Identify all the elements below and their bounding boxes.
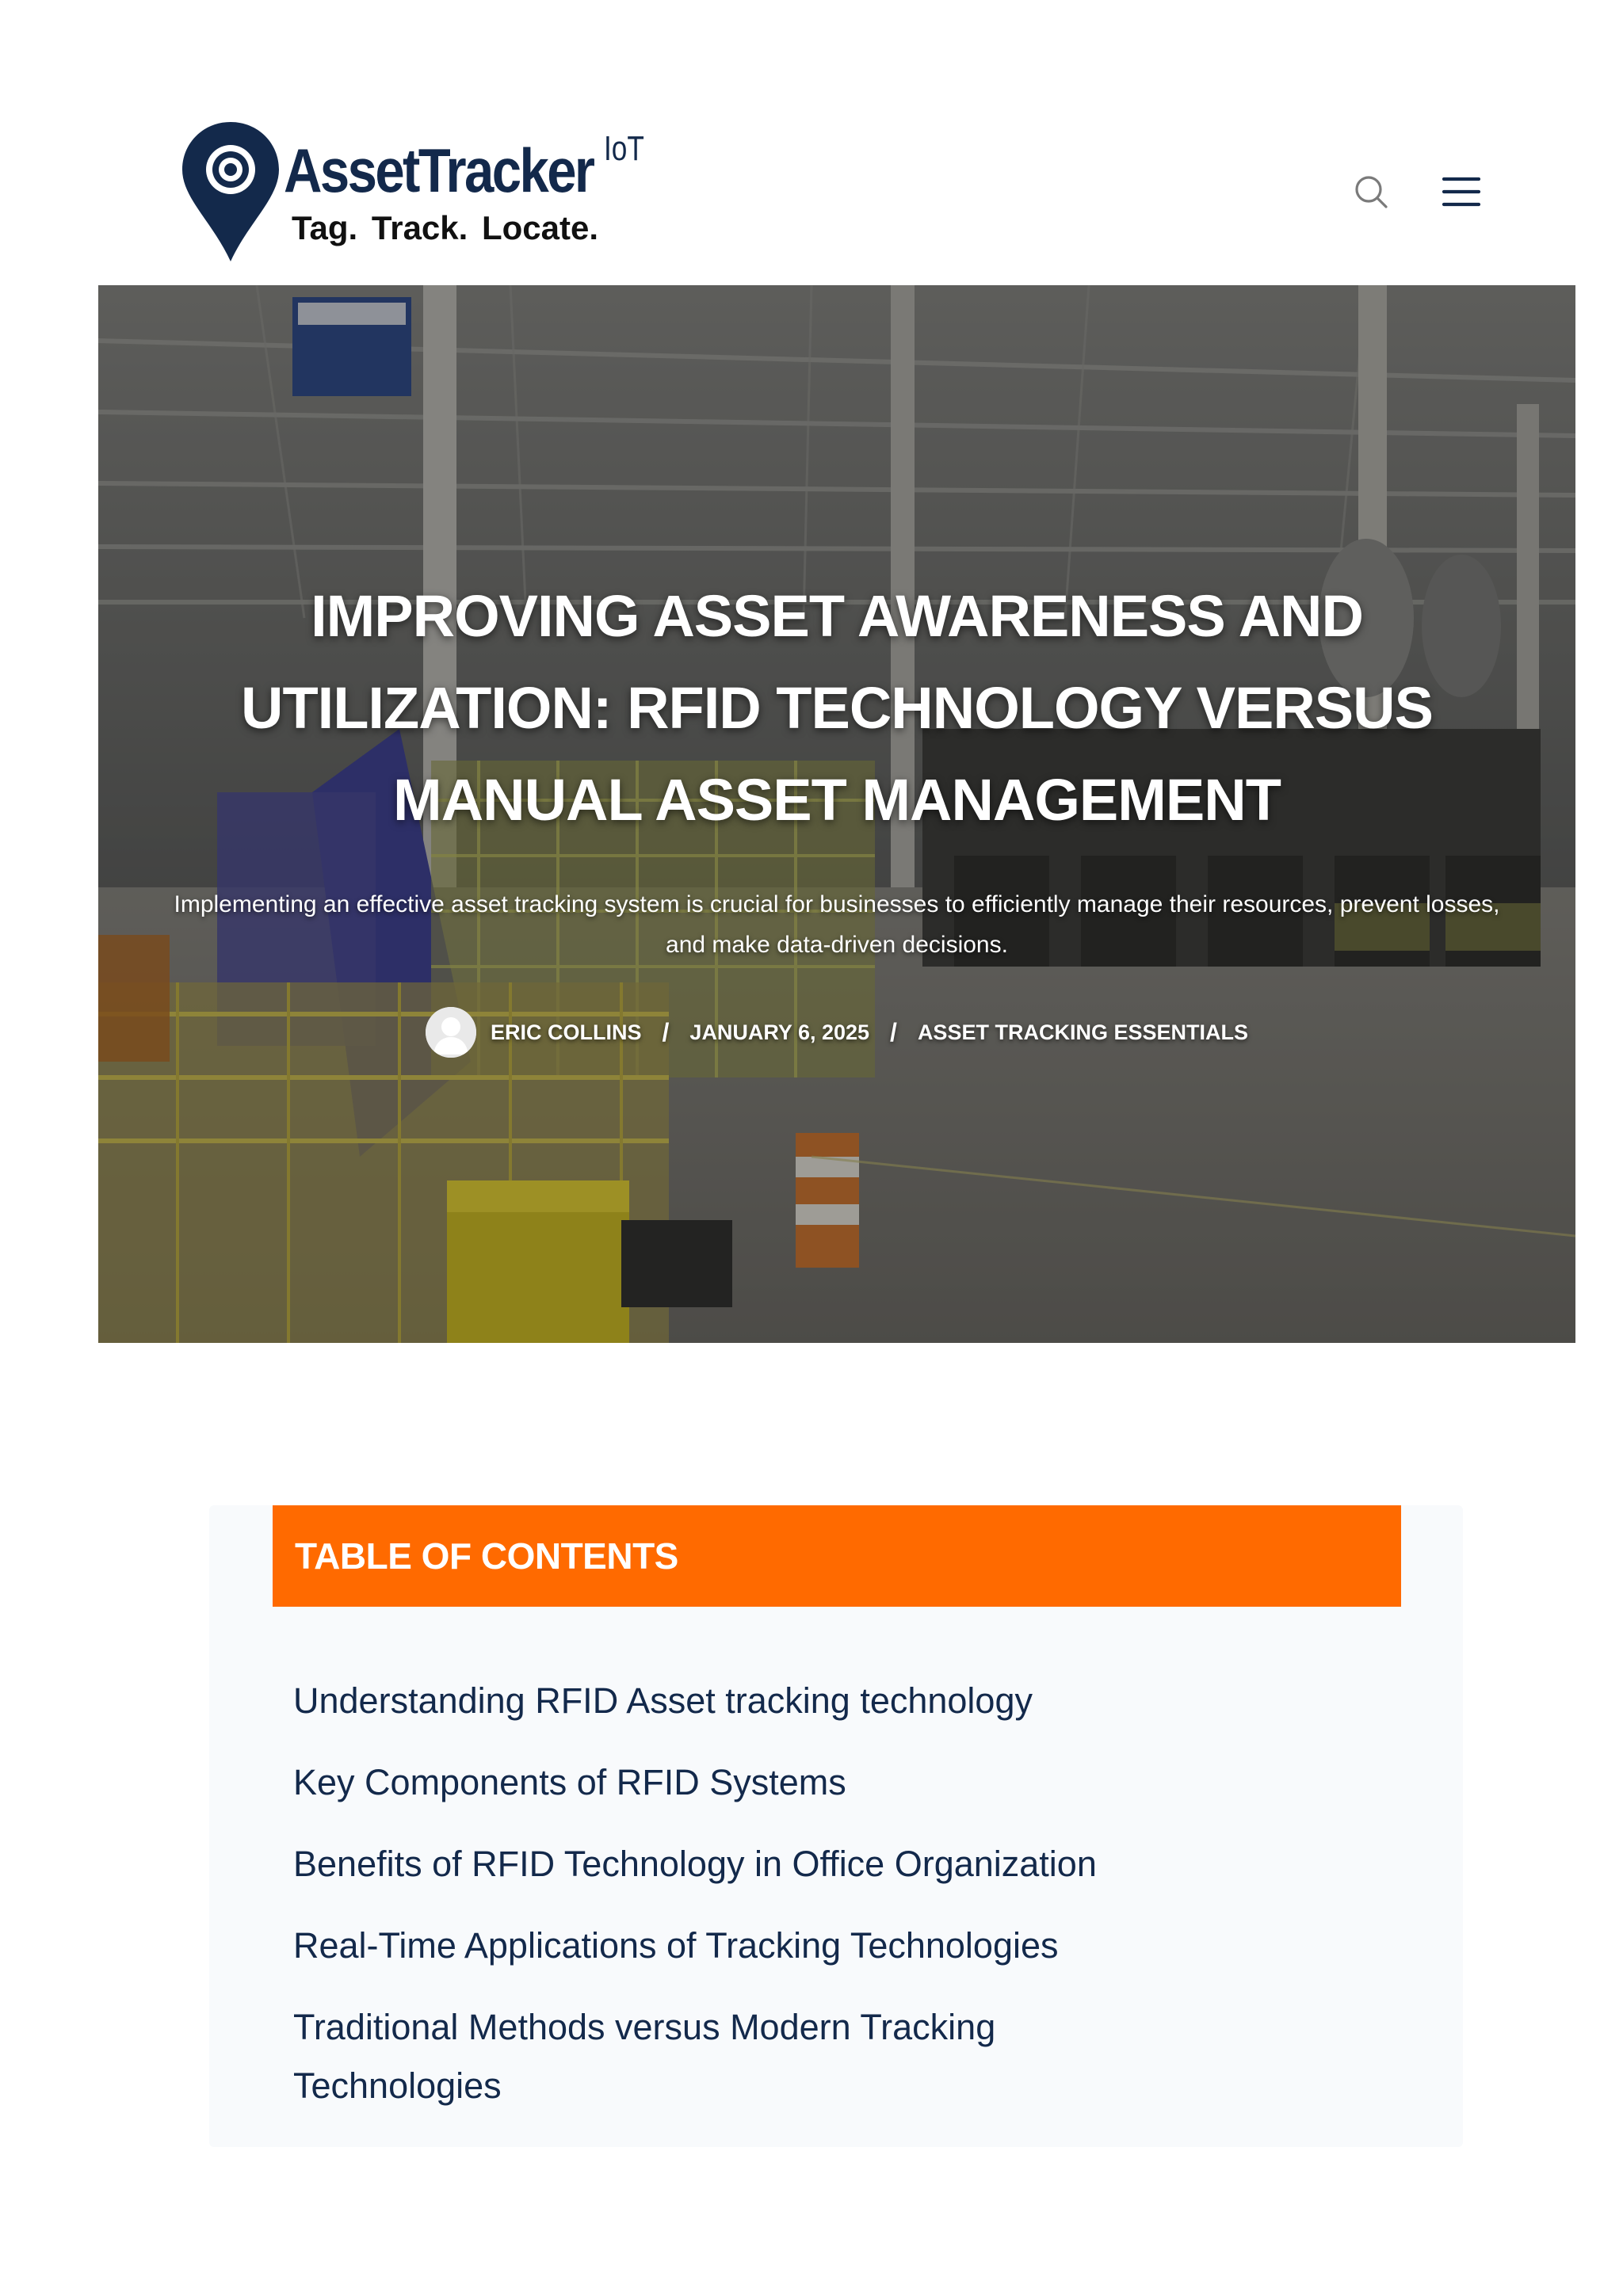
search-icon [1352,173,1390,211]
search-button[interactable] [1352,173,1390,211]
toc-item-traditional-methods[interactable]: Traditional Methods versus Modern Tracking Technologies [293,2007,996,2106]
site-header [0,0,1623,282]
logo-superscript: IoT [604,129,644,168]
toc-item-understanding-rfid[interactable]: Understanding RFID Asset tracking technology [293,1680,1033,1721]
article-meta [98,1005,1575,1060]
site-logo[interactable] [181,120,656,263]
logo-wordmark: AssetTracker [284,135,594,205]
author-avatar[interactable] [426,1007,476,1058]
toc-header [273,1505,1401,1607]
article-title: IMPROVING ASSET AWARENESS AND UTILIZATION: RFID TECHNOLOGY VERSUS MANUAL ASSET MANAGEMENT [241,583,1433,833]
toc-item-benefits-rfid[interactable]: Benefits of RFID Technology in Office Organization [293,1844,1097,1884]
article-excerpt: Implementing an effective asset tracking system is crucial for businesses to efficiently manage their resources, prevent losses, and make data-driven decisions. [174,891,1500,958]
category-link[interactable]: ASSET TRACKING ESSENTIALS [917,1020,1248,1044]
meta-separator: / [662,1017,670,1047]
meta-row [426,1005,1248,1060]
meta-separator: / [890,1017,897,1047]
toc-item-key-components[interactable]: Key Components of RFID Systems [293,1762,846,1802]
user-avatar-icon [426,1007,476,1058]
location-pin-icon [181,120,281,263]
toc-item-real-time-applications[interactable]: Real-Time Applications of Tracking Technologies [293,1925,1059,1966]
author-link[interactable]: ERIC COLLINS [491,1020,642,1044]
publish-date: JANUARY 6, 2025 [689,1020,870,1044]
menu-button[interactable] [1441,173,1482,211]
hero-banner [98,285,1575,1343]
logo-tagline: Tag. Track. Locate. [292,209,599,246]
hero-content [98,285,1575,1343]
table-of-contents [209,1505,1463,2147]
toc-list [293,1672,1228,2138]
toc-title: TABLE OF CONTENTS [295,1535,678,1577]
hamburger-menu-icon [1441,173,1482,211]
